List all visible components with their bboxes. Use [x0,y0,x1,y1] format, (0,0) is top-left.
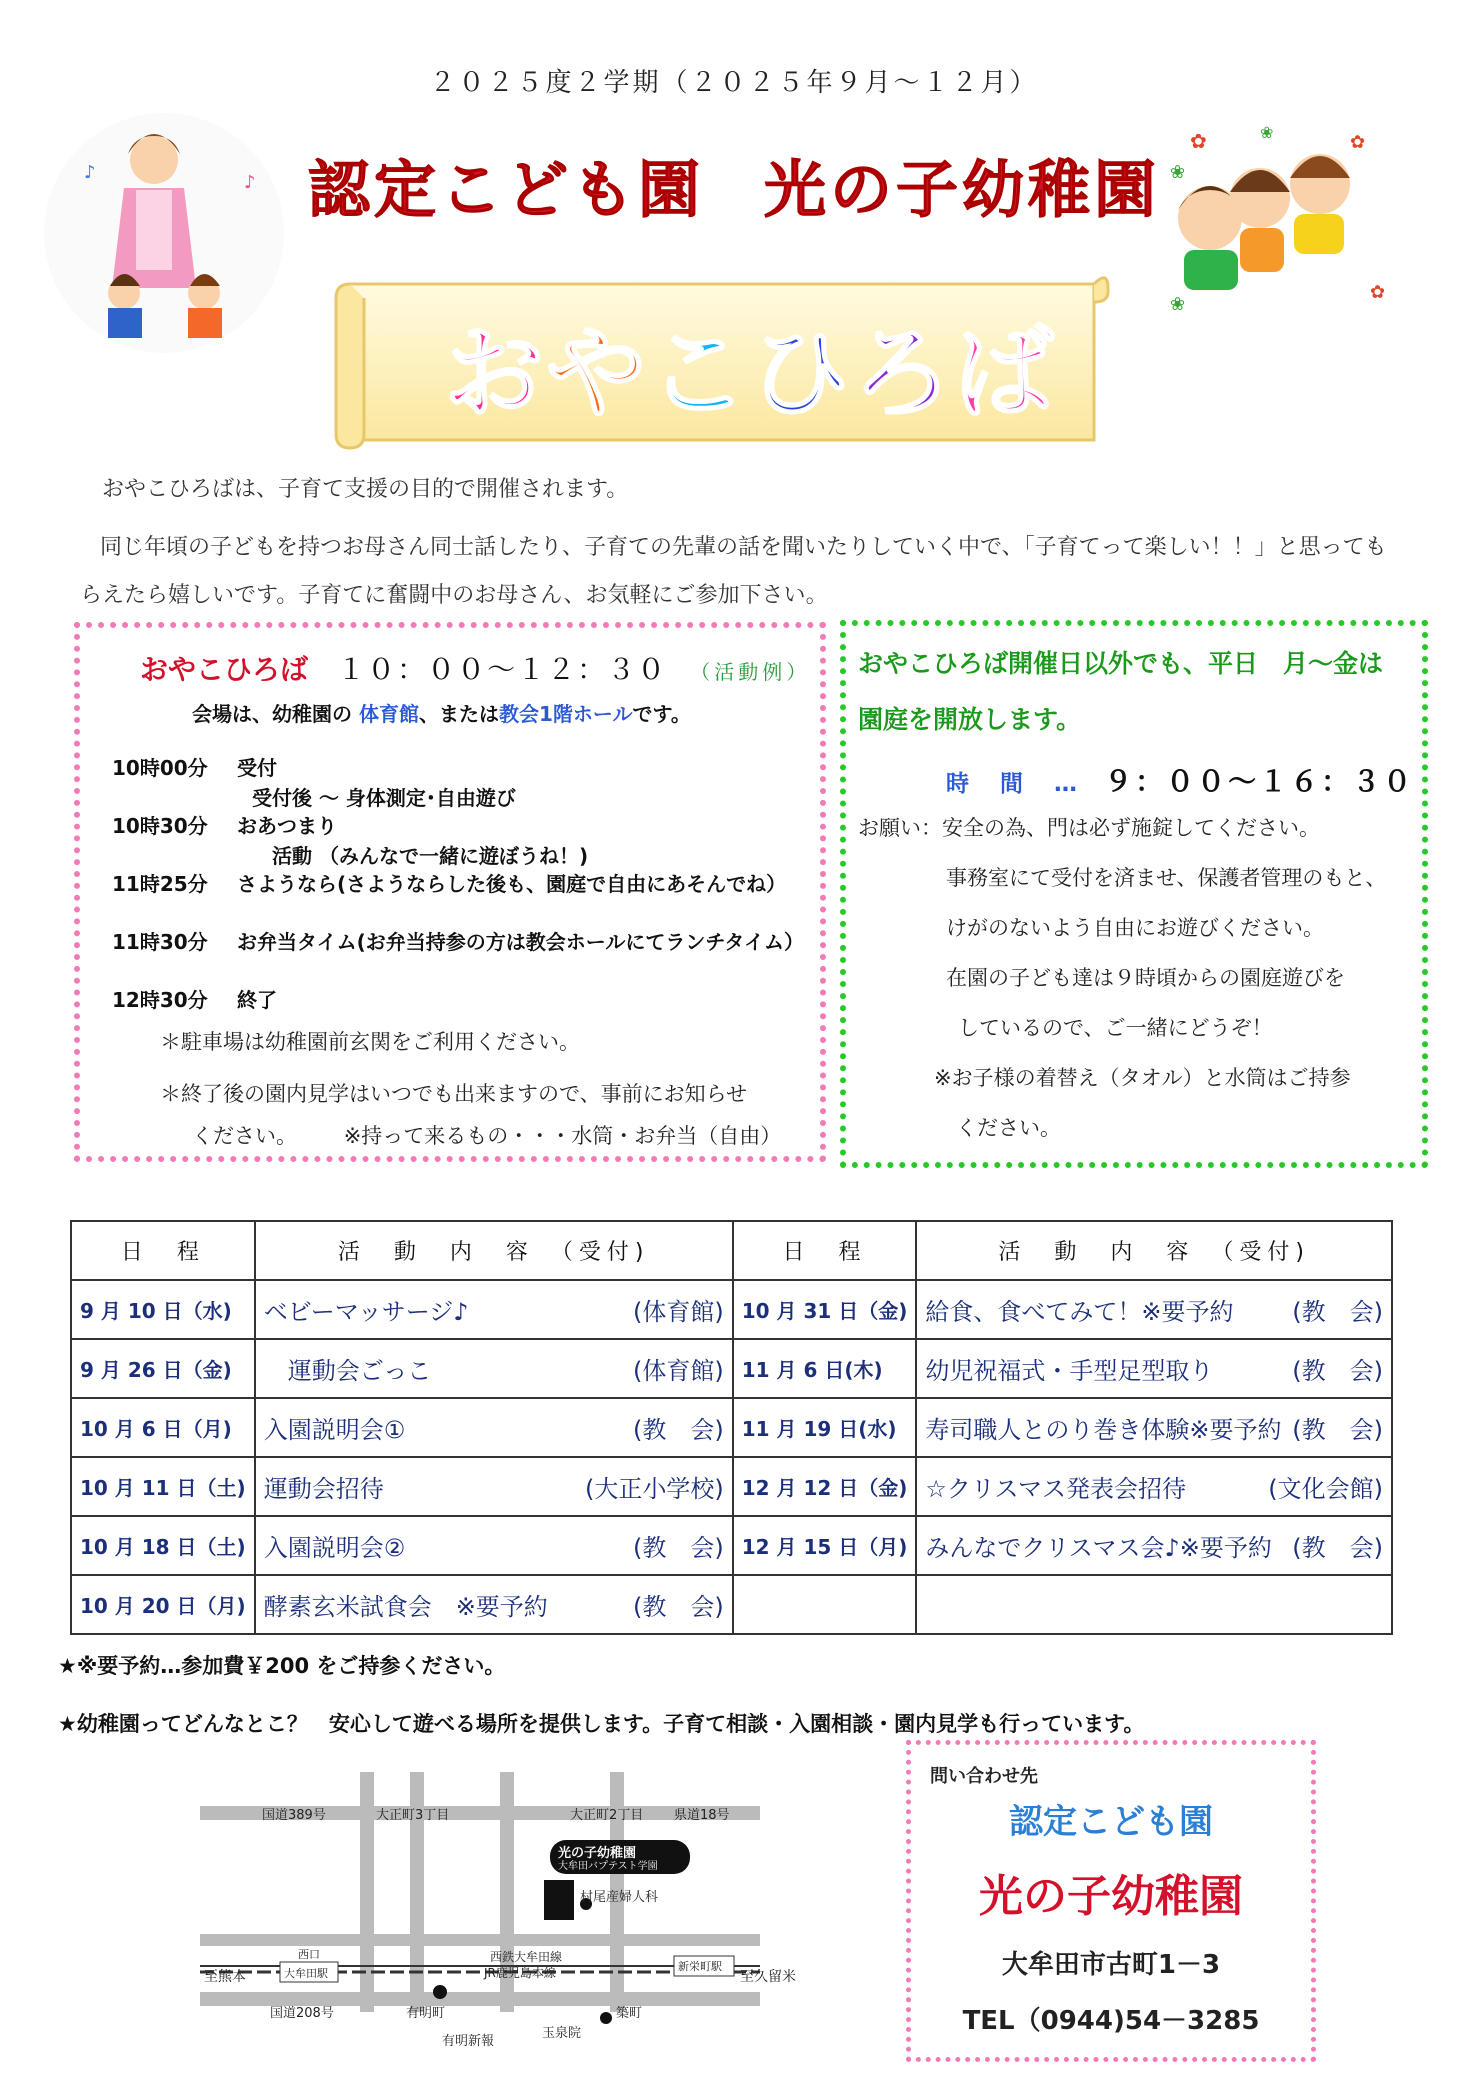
event-date: 10 月 31 日（金) [733,1280,917,1339]
session-time: １０：００～１２：３０ [337,653,668,686]
title-left: 認定こども園 [307,153,704,226]
about-note: ★幼稚園ってどんなとこ？ 安心して遊べる場所を提供します。子育て相談・入園相談・園内見学も行っています。 [58,1712,1145,1736]
event-date: 10 月 20 日（月) [71,1575,255,1634]
activity-place: (教 会) [1292,1416,1383,1444]
map-nishitetsu: 西鉄大牟田線 [490,1950,563,1964]
hours-label: 時 間 … [946,771,1081,797]
venue-post: です。 [632,702,691,726]
event-date [733,1575,917,1634]
activity-name: 運動会ごっこ [263,1357,432,1385]
map-clinic: 村尾産婦人科 [580,1890,659,1905]
event-date: 10 月 18 日（土) [71,1516,255,1575]
venue-pre: 会場は、幼稚園の [192,702,352,726]
svg-text:❀: ❀ [1170,162,1186,183]
map-school-sub: 大牟田バプテスト学園 [558,1861,658,1872]
map-nishiguchi: 西口 [298,1948,320,1961]
map-jr: JR鹿児島本線 [484,1966,556,1980]
event-activity [916,1575,1392,1634]
table-row [71,1339,1392,1398]
schedule-row-3 [112,810,337,839]
header-date-2: 日 程 [733,1221,917,1280]
banner-char: こ [648,315,750,432]
schedule-row-6 [112,926,804,955]
venue-gym: 体育館 [358,702,419,726]
session-heading-label: おやこひろば [140,653,309,686]
svg-text:✿: ✿ [1190,129,1207,153]
svg-text:✿: ✿ [1350,132,1366,153]
activity-place: (文化会館) [1268,1475,1383,1503]
activity-name: ベビーマッサージ♪ [263,1298,469,1326]
activity-place: (教 会) [1292,1534,1383,1562]
map-road389: 国道389号 [262,1808,326,1823]
activity-place: (教 会) [632,1593,724,1621]
event-activity [255,1339,733,1398]
contact-org-2: 光の子幼稚園 [979,1871,1243,1922]
intro-line-1: おやこひろばは、子育て支援の目的で開催されます。 [102,477,629,502]
garden-line-2: 園庭を開放します。 [858,705,1082,734]
activity-place: (教 会) [1292,1357,1383,1385]
tour-note-tail: ください。 [192,1124,297,1148]
request-line-1: お願い：安全の為、門は必ず施錠してください。 [858,816,1320,840]
event-date: 10 月 11 日（土) [71,1457,255,1516]
teacher-children-illustration [24,108,304,358]
event-activity [916,1398,1392,1457]
row-text: 受付 [237,756,277,780]
map-ariake: 有明町 [406,2006,446,2021]
svg-text:❀: ❀ [1260,123,1274,142]
parking-note: ＊駐車場は幼稚園前玄関をご利用ください。 [160,1030,580,1054]
activity-place: (教 会) [1292,1298,1383,1326]
schedule-row-2: 受付後 ～ 身体測定･自由遊び [252,786,516,810]
banner-char: お [444,315,546,432]
activity-name: 運動会招待 [263,1475,384,1503]
schedule-row-4: 活動 （みんなで一緒に遊ぼうね！) [272,844,589,868]
map-kurume: 至久留米 [740,1969,796,1985]
request-line-3: けがのないよう自由にお遊びください。 [946,916,1324,940]
event-activity [255,1398,733,1457]
header-activity-1: 活 動 内 容 （受付) [255,1221,733,1280]
svg-text:♪: ♪ [244,172,256,193]
request-line-7: ください。 [956,1116,1061,1140]
table-row [71,1398,1392,1457]
event-activity [255,1516,733,1575]
tour-note-2 [192,1120,781,1150]
contact-tel: TEL（0944)54－3285 [962,2006,1260,2036]
hours-value: ９：００～１６：３０ [1104,765,1415,798]
map-sakae: 築町 [616,2006,643,2021]
intro-line-3: らえたら嬉しいです。子育てに奮闘中のお母さん、お気軽にご参加下さい。 [80,583,828,608]
svg-text:♪: ♪ [84,162,96,183]
activity-name: 給食、食べてみて！※要予約 [925,1298,1234,1326]
venue-mid: 、または [418,702,499,726]
request-line-5: しているので、ご一緒にどうぞ！ [958,1016,1273,1040]
event-date: 12 月 12 日（金) [733,1457,917,1516]
schedule-row-1 [112,752,277,781]
session-heading [140,648,810,688]
event-activity [916,1516,1392,1575]
banner-char: ひ [750,315,852,432]
activity-name: 入園説明会② [263,1534,406,1562]
banner-char: や [546,315,648,432]
event-date: 11 月 6 日(木) [733,1339,917,1398]
map-gyokusen: 玉泉院 [542,2026,582,2041]
garden-hours [946,760,1414,800]
banner-char: ば [954,315,1056,432]
event-activity [255,1457,733,1516]
title-right: 光の子幼稚園 [764,153,1161,226]
row-time: 11時30分 [112,930,208,954]
map-kumamoto: 至熊本 [204,1969,246,1985]
row-text: お弁当タイム(お弁当持参の方は教会ホールにてランチタイム） [237,930,804,954]
row-time: 12時30分 [112,988,208,1012]
event-activity [255,1280,733,1339]
request-line-6: ※お子様の着替え（タオル）と水筒はご持参 [934,1066,1351,1090]
table-row [71,1516,1392,1575]
event-activity [255,1575,733,1634]
svg-text:❀: ❀ [1170,294,1186,315]
activity-place: (教 会) [632,1416,724,1444]
table-header-row [71,1221,1392,1280]
venue-hall: 教会1階ホール [498,702,633,726]
row-time: 10時00分 [112,756,208,780]
request-line-4: 在園の子ども達は９時頃からの園庭遊びを [946,966,1345,990]
tour-note: ＊終了後の園内見学はいつでも出来ますので、事前にお知らせ [160,1082,747,1106]
activity-place: (大正小学校) [584,1475,724,1503]
header-activity-2: 活 動 内 容 （受付) [916,1221,1392,1280]
bring-items-note: ※持って来るもの・・・水筒・お弁当（自由） [343,1124,782,1148]
row-text: おあつまり [237,814,337,838]
map-school: 光の子幼稚園 [558,1846,637,1861]
row-time: 10時30分 [112,814,208,838]
activity-name: 酵素玄米試食会 ※要予約 [263,1593,548,1621]
map-shinsakae: 新栄町駅 [678,1960,722,1973]
header-date-1: 日 程 [71,1221,255,1280]
row-text: 終了 [237,988,277,1012]
event-activity [916,1280,1392,1339]
map-pref18: 県道18号 [674,1808,730,1823]
row-text: さようなら(さようならした後も、園庭で自由にあそんでね） [237,872,787,896]
table-row [71,1575,1392,1634]
intro-line-2: 同じ年頃の子どもを持つお母さん同士話したり、子育ての先輩の話を聞いたりしていく中で、「子育てって楽しい！！」と思っても [100,535,1387,560]
request-line-2: 事務室にて受付を済ませ、保護者管理のもと、 [946,866,1387,890]
garden-line-1: おやこひろば開催日以外でも、平日 月～金は [858,649,1384,678]
event-activity [916,1457,1392,1516]
activity-name: みんなでクリスマス会♪※要予約 [925,1534,1272,1562]
map-road208: 国道208号 [270,2006,334,2021]
activity-name: 入園説明会① [263,1416,406,1444]
schedule-row-7 [112,984,277,1013]
svg-text:✿: ✿ [1370,282,1386,303]
activity-name: ☆クリスマス発表会招待 [925,1475,1186,1503]
banner-text [430,300,1070,430]
activity-name: 寿司職人とのり巻き体験※要予約 [925,1416,1282,1444]
activity-name: 幼児祝福式・手型足型取り [925,1357,1214,1385]
event-date: 11 月 19 日(水) [733,1398,917,1457]
running-kids-illustration [1170,118,1400,318]
map-taisho3: 大正町3丁目 [376,1808,450,1823]
fee-note: ★※要予約…参加費￥200 をご持参ください。 [58,1654,506,1678]
contact-label: 問い合わせ先 [930,1766,1038,1787]
event-date: 10 月 6 日（月) [71,1398,255,1457]
banner-char: ろ [852,315,954,432]
event-activity [916,1339,1392,1398]
access-map [200,1772,820,2062]
activity-place: (教 会) [632,1534,724,1562]
venue-line [192,698,691,727]
contact-address: 大牟田市古町1－3 [1001,1950,1221,1980]
contact-org-1: 認定こども園 [1009,1802,1213,1842]
activity-place: (体育館) [632,1357,724,1385]
event-schedule-table [70,1220,1393,1635]
map-omuta-station: 大牟田駅 [284,1967,328,1980]
term-heading: ２０２５度２学期（２０２５年９月～１２月） [429,68,1039,98]
table-row [71,1457,1392,1516]
event-date: 9 月 26 日（金) [71,1339,255,1398]
schedule-row-5 [112,868,786,897]
event-date: 12 月 15 日（月) [733,1516,917,1575]
map-taisho2: 大正町2丁目 [570,1808,644,1823]
session-example: （活動例） [690,660,811,684]
map-shinpo: 有明新報 [442,2034,495,2049]
activity-place: (体育館) [632,1298,724,1326]
table-row [71,1280,1392,1339]
row-time: 11時25分 [112,872,208,896]
event-date: 9 月 10 日（水) [71,1280,255,1339]
banner-characters [444,293,1056,437]
